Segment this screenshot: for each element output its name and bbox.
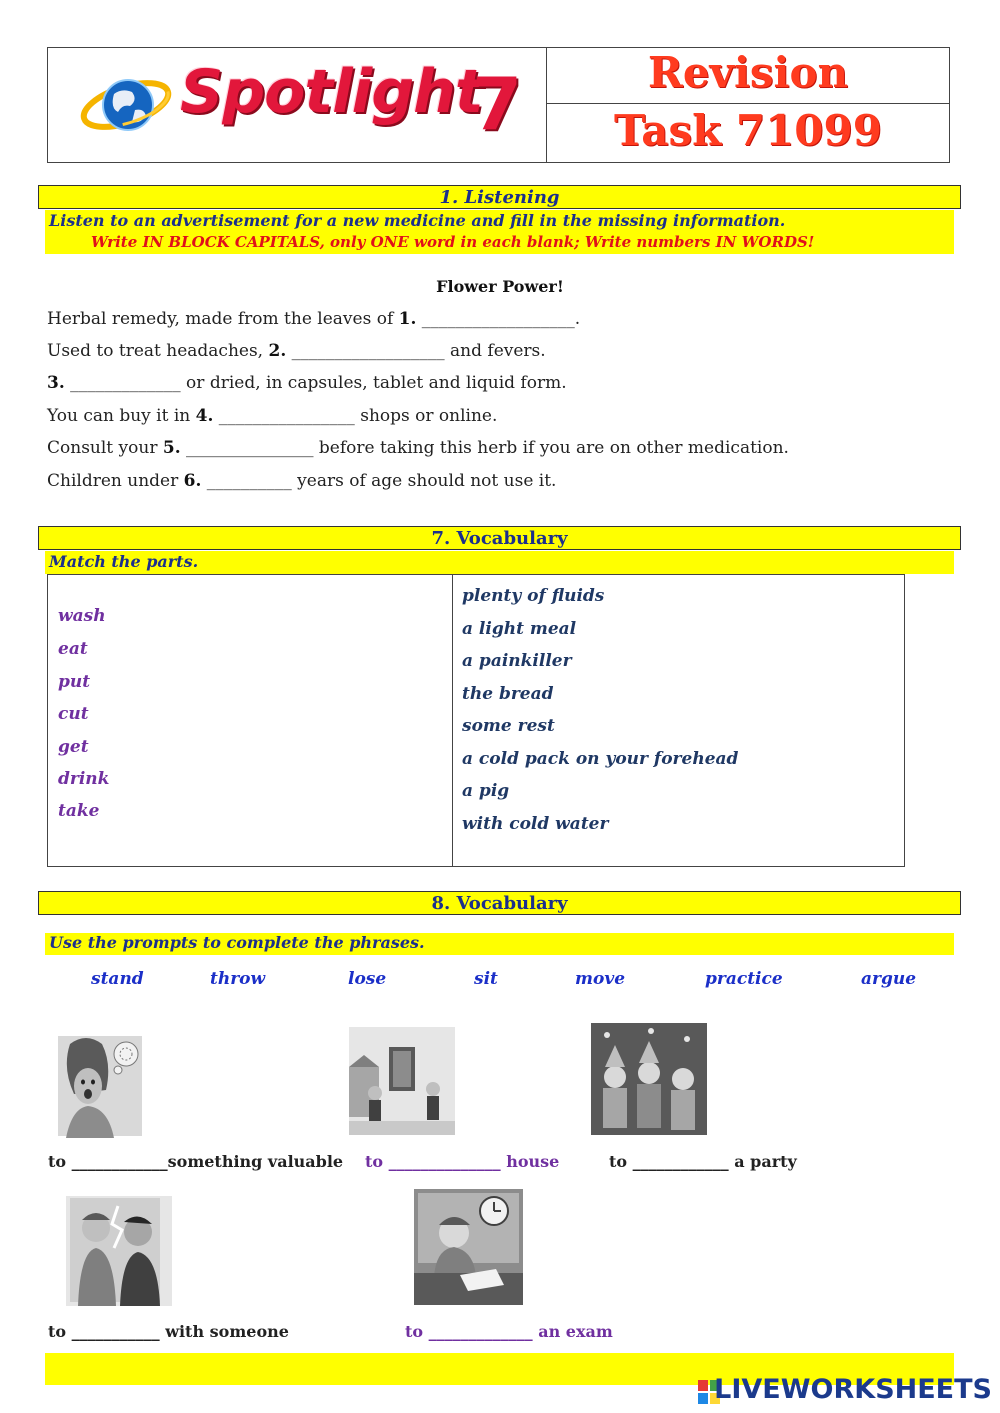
gap-line-6: Children under 6. __________ years of age should not use it. (47, 471, 557, 491)
match-left-word[interactable]: get (58, 737, 89, 757)
phrase-3: to ____________ a party (609, 1152, 797, 1171)
gap-line-4: You can buy it in 4. ________________ shops or online. (47, 406, 498, 426)
text-title: Flower Power! (436, 277, 564, 296)
gap-line-2: Used to treat headaches, 2. __________________ and fevers. (47, 341, 546, 361)
match-left-word[interactable]: take (58, 801, 100, 821)
task-number: Task 71099 (614, 106, 882, 155)
listening-instruction: Listen to an advertisement for a new medicine and fill in the missing information. (49, 211, 786, 230)
match-right-phrase[interactable]: a painkiller (462, 651, 572, 671)
lose-valuable-illustration (56, 1034, 146, 1138)
match-right-phrase[interactable]: some rest (462, 716, 555, 736)
match-divider (452, 574, 453, 867)
match-left-word[interactable]: put (58, 672, 91, 692)
revision-title: Revision (647, 48, 849, 97)
phrase-2: to ______________ house (365, 1152, 560, 1171)
phrases-instruction: Use the prompts to complete the phrases. (49, 933, 425, 952)
move-house-illustration (349, 1027, 455, 1135)
section-title-vocabulary-8: 8. Vocabulary (38, 891, 961, 915)
prompt-word: stand (91, 969, 144, 989)
phrase-1: to ____________something valuable (48, 1152, 344, 1171)
gap-line-5: Consult your 5. _______________ before taking this herb if you are on other medication. (47, 438, 789, 458)
match-left-word[interactable]: cut (58, 704, 89, 724)
globe-logo-icon (80, 70, 172, 140)
match-left-word[interactable]: wash (58, 606, 106, 626)
prompt-word: argue (861, 969, 917, 989)
section-title-vocabulary-7: 7. Vocabulary (38, 526, 961, 550)
liveworksheets-brand[interactable]: LIVEWORKSHEETS (714, 1374, 992, 1405)
match-right-phrase[interactable]: a light meal (462, 619, 577, 639)
match-instruction: Match the parts. (49, 552, 199, 571)
header-divider (546, 103, 950, 104)
match-right-phrase[interactable]: plenty of fluids (462, 586, 605, 606)
match-left-word[interactable]: drink (58, 769, 110, 789)
prompt-word: lose (348, 969, 387, 989)
prompt-word: move (575, 969, 626, 989)
match-right-phrase[interactable]: with cold water (462, 814, 609, 834)
prompt-word: throw (210, 969, 266, 989)
phrase-5: to _____________ an exam (405, 1322, 613, 1341)
match-left-word[interactable]: eat (58, 639, 88, 659)
spotlight-number: 7 (472, 62, 523, 146)
spotlight-logo: Spotlight (180, 57, 483, 127)
party-illustration (591, 1023, 707, 1135)
match-right-phrase[interactable]: the bread (462, 684, 554, 704)
prompt-word: practice (705, 969, 783, 989)
prompt-word: sit (474, 969, 498, 989)
listening-note: Write IN BLOCK CAPITALS, only ONE word in each blank; Write numbers IN WORDS! (91, 233, 815, 251)
argue-illustration (66, 1196, 172, 1306)
match-right-phrase[interactable]: a pig (462, 781, 510, 801)
match-right-phrase[interactable]: a cold pack on your forehead (462, 749, 739, 769)
gap-line-3: 3. _____________ or dried, in capsules, tablet and liquid form. (47, 373, 567, 393)
phrase-4: to ___________ with someone (48, 1322, 289, 1341)
practice-exam-illustration (414, 1189, 523, 1305)
gap-line-1: Herbal remedy, made from the leaves of 1. __________________. (47, 309, 581, 329)
section-title-listening: 1. Listening (38, 185, 961, 209)
